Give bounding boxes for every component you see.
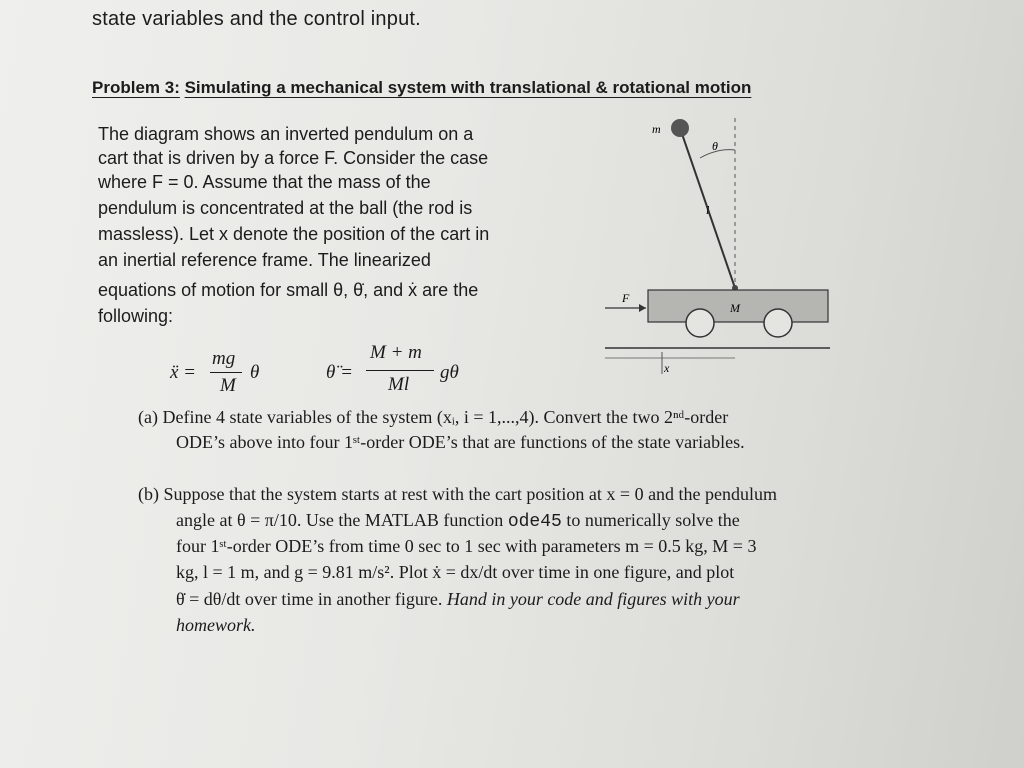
- problem-label: Problem 3:: [92, 78, 180, 97]
- problem-title: Simulating a mechanical system with translational & rotational motion: [184, 78, 752, 97]
- eq2-denominator: Ml: [388, 374, 410, 395]
- inverted-pendulum-diagram: [600, 108, 850, 398]
- eq1-denominator: M: [220, 375, 236, 396]
- part-b-line-2-post: to numerically solve the: [561, 510, 740, 530]
- part-a-line-2: ODE’s above into four 1ˢᵗ-order ODE’s that are functions of the state variables.: [176, 432, 745, 452]
- intro-line-8: following:: [98, 306, 174, 326]
- top-line-text: state variables and the control input.: [92, 8, 421, 30]
- eq2-fraction-bar: [366, 370, 434, 371]
- label-x: x: [664, 361, 670, 375]
- intro-line-2: cart that is driven by a force F. Consider the case: [98, 148, 489, 168]
- label-F: F: [622, 291, 630, 305]
- part-b-line-3: four 1ˢᵗ-order ODE’s from time 0 sec to 1 sec with parameters m = 0.5 kg, M = 3: [176, 536, 757, 556]
- intro-line-6: an inertial reference frame. The linearized: [98, 250, 431, 270]
- part-b-line-6: homework.: [176, 615, 256, 635]
- intro-line-1: The diagram shows an inverted pendulum on a: [98, 124, 474, 144]
- part-b-line-2: [176, 508, 740, 534]
- force-arrowhead: [639, 304, 646, 312]
- label-theta: θ: [712, 139, 718, 153]
- eq2-rhs: gθ: [440, 362, 459, 383]
- intro-line-4: pendulum is concentrated at the ball (the rod is: [98, 198, 473, 218]
- eq2-numerator: M + m: [370, 342, 422, 363]
- eq1-rhs: θ: [250, 362, 260, 383]
- label-l: l: [706, 203, 710, 217]
- eq1-lhs: ẍ =: [170, 362, 197, 383]
- part-b-line-5: [176, 587, 740, 611]
- pendulum-ball: [671, 119, 689, 137]
- intro-line-5: massless). Let x denote the position of the cart in: [98, 224, 490, 244]
- part-b-line-2-pre: angle at θ = π/10. Use the MATLAB function: [176, 510, 508, 530]
- eq2-lhs: θ̈ =: [326, 362, 353, 383]
- part-b-line-1: (b) Suppose that the system starts at rest with the cart position at x = 0 and the pendulum: [138, 484, 778, 504]
- cart-wheel-left: [686, 309, 714, 337]
- label-M: M: [730, 301, 740, 315]
- intro-line-3: where F = 0. Assume that the mass of the: [98, 172, 431, 192]
- part-b-line-5-italic: Hand in your code and figures with your: [446, 589, 740, 609]
- problem-heading: [92, 78, 887, 98]
- label-m: m: [652, 122, 661, 136]
- part-a-line-1: (a) Define 4 state variables of the system (xᵢ, i = 1,...,4). Convert the two 2ⁿᵈ-order: [138, 407, 729, 427]
- cart-wheel-right: [764, 309, 792, 337]
- eq1-numerator: mg: [212, 348, 236, 369]
- part-b-line-5-pre: θ̇ = dθ/dt over time in another figure.: [176, 589, 447, 609]
- eq1-fraction-bar: [210, 372, 242, 373]
- intro-line-7: equations of motion for small θ, θ̇, and ẋ are the: [98, 280, 479, 300]
- part-b-code-ode45: ode45: [507, 512, 562, 532]
- part-b-line-4: kg, l = 1 m, and g = 9.81 m/s². Plot ẋ = dx/dt over time in one figure, and plot: [176, 562, 735, 582]
